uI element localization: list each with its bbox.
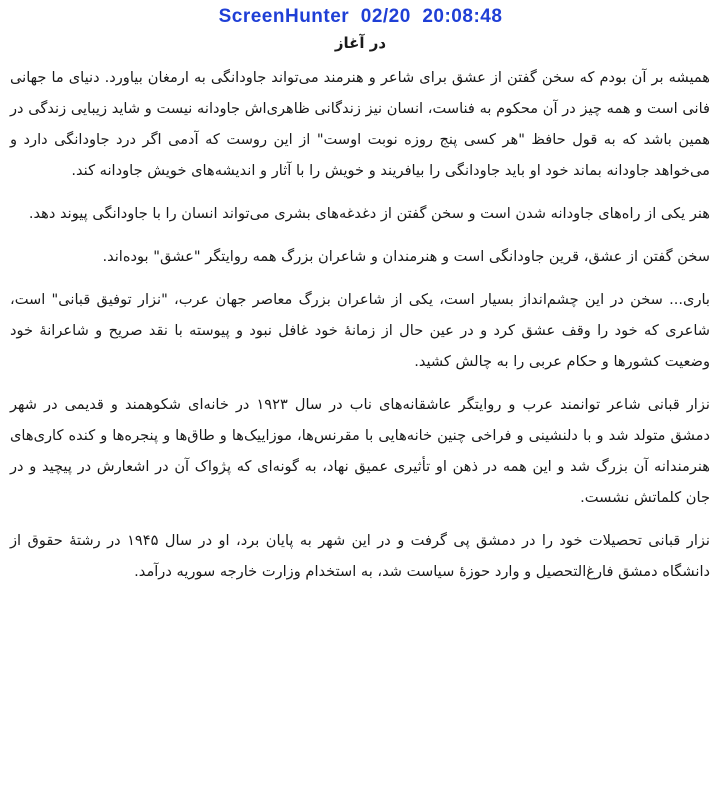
screenhunter-watermark: ScreenHunter 02/20 20:08:48	[218, 6, 503, 27]
document-body	[10, 62, 710, 599]
paragraph-5: نزار قبانی شاعر توانمند عرب و روایتگر عاشقانه‌های ناب در سال ۱۹۲۳ در خانه‌ای شکوهمند و قدیمی در شهر دمشق متولد شد و با دلنشینی و فراخی چنین خانه‌هایی با مقرنس‌ها، موزاییک‌ها و طاق‌ها و پنجره‌ها و کنده کاری‌های هنرمندانه آن بزرگ شد و این همه در ذهن او تأثیری عمیق نهاد، به گونه‌ای که پژواک آن در اشعارش در پیچید و در جان کلماتش نشست.	[10, 396, 710, 506]
paragraph-6: نزار قبانی تحصیلات خود را در دمشق پی گرفت و در این شهر به پایان برد، او در سال ۱۹۴۵ در رشتهٔ حقوق از دانشگاه دمشق فارغ‌التحصیل و وارد حوزهٔ سیاست شد، به استخدام وزارت خارجه سوریه درآمد.	[10, 532, 710, 580]
paragraph-3: سخن گفتن از عشق، قرین جاودانگی است و هنرمندان و شاعران بزرگ همه روایتگر "عشق" بوده‌اند.	[102, 248, 710, 265]
paragraph-1: همیشه بر آن بودم که سخن گفتن از عشق برای شاعر و هنرمند می‌تواند جاودانگی به ارمغان بیاورد. دنیای ما جهانی فانی است و همه چیز در آن محکوم به فناست، انسان نیز زندگانی ظاهری‌اش جاودانه نیست و شاید زیبایی زندگی در همین باشد که به قول حافظ "هر کسی پنج روزه نوبت اوست" از این روست که آدمی اگر درد جاودانگی دارد و می‌خواهد جاودانه بماند خود او باید جاودانگی را بیافریند و خویش را با آثار و اندیشه‌های خویش جاودانه کند.	[10, 69, 710, 179]
paragraph-2: هنر یکی از راه‌های جاودانه شدن است و سخن گفتن از دغدغه‌های بشری می‌تواند انسان را با جاودانگی پیوند دهد.	[28, 205, 710, 222]
section-title: در آغاز	[334, 34, 387, 52]
paragraph-4: باری... سخن در این چشم‌انداز بسیار است، یکی از شاعران بزرگ معاصر جهان عرب، "نزار توفیق قبانی" است، شاعری که خود را وقف عشق کرد و در عین حال از زمانهٔ خود غافل نبود و پیوسته با نقد صریح و شاعرانهٔ خود وضعیت کشورها و حکام عربی را به چالش کشید.	[10, 291, 710, 370]
